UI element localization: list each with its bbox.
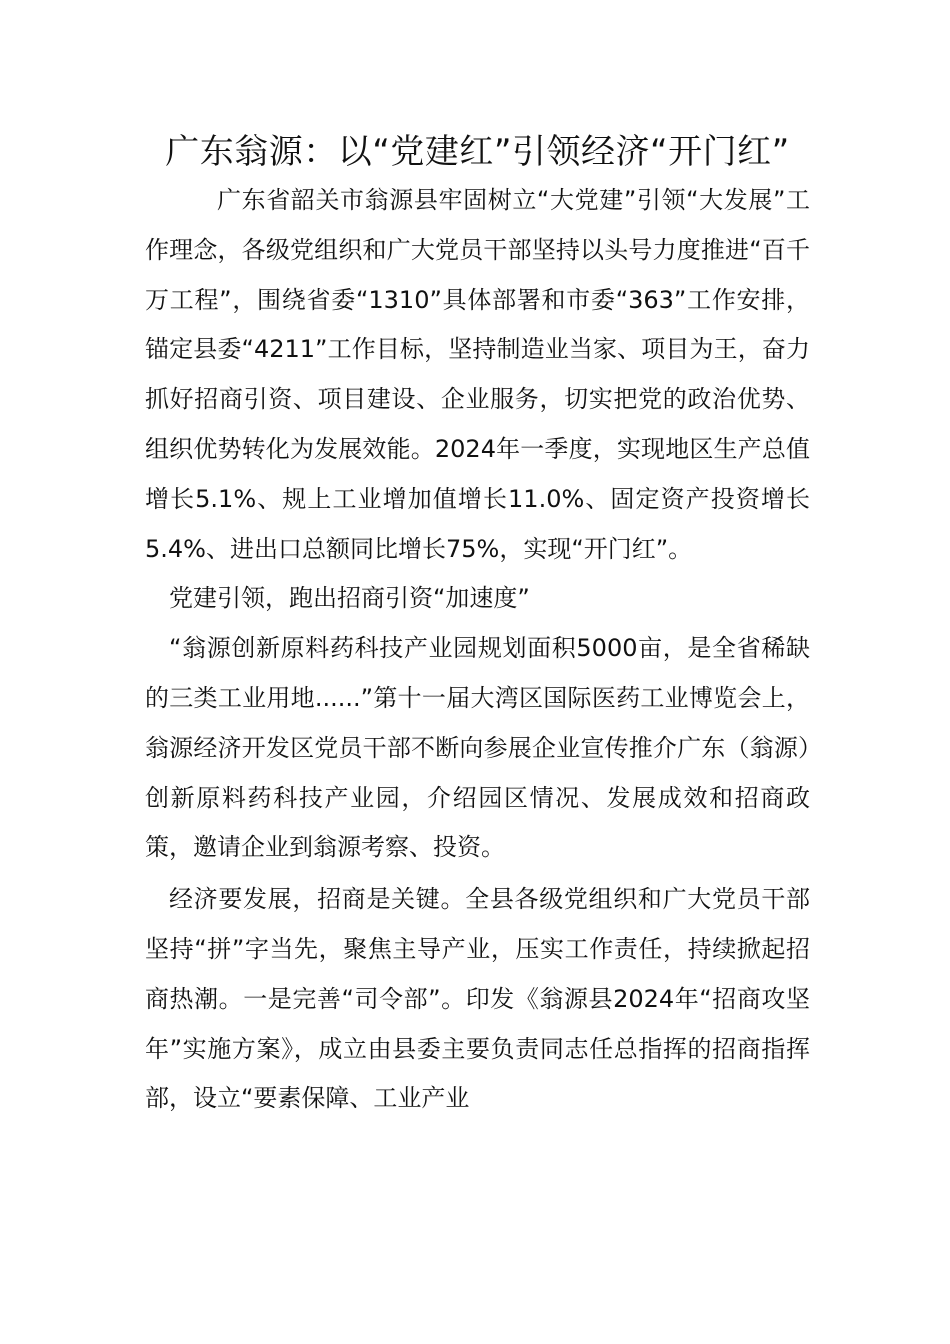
document-page bbox=[145, 128, 810, 1124]
body-paragraph: “翁源创新原料药科技产业园规划面积5000亩，是全省稀缺的三类工业用地......”第十一届大湾区国际医药工业博览会上，翁源经济开发区党员干部不断向参展企业宣传推介广东（翁源）创新原料药科技产业园，介绍园区情况、发展成效和招商政策，邀请企业到翁源考察、投资。 bbox=[145, 634, 810, 862]
intro-paragraph: 广东省韶关市翁源县牢固树立“大党建”引领“大发展”工作理念，各级党组织和广大党员干部坚持以头号力度推进“百千万工程”，围绕省委“1310”具体部署和市委“363”工作安排，锚定县委“4211”工作目标，坚持制造业当家、项目为王，奋力抓好招商引资、项目建设、企业服务，切实把党的政治优势、组织优势转化为发展效能。2024年一季度，实现地区生产总值增长5.1%、规上工业增加值增长11.0%、固定资产投资增长5.4%、进出口总额同比增长75%，实现“开门红”。 bbox=[145, 186, 810, 563]
article-title: 广东翁源：以“党建红”引领经济“开门红” bbox=[165, 132, 790, 172]
body-paragraph: 经济要发展，招商是关键。全县各级党组织和广大党员干部坚持“拼”字当先，聚焦主导产业，压实工作责任，持续掀起招商热潮。一是完善“司令部”。印发《翁源县2024年“招商攻坚年”实施方案》，成立由县委主要负责同志任总指挥的招商指挥部，设立“要素保障、工业产业 bbox=[145, 885, 810, 1113]
section-heading: 党建引领，跑出招商引资“加速度” bbox=[169, 584, 530, 613]
